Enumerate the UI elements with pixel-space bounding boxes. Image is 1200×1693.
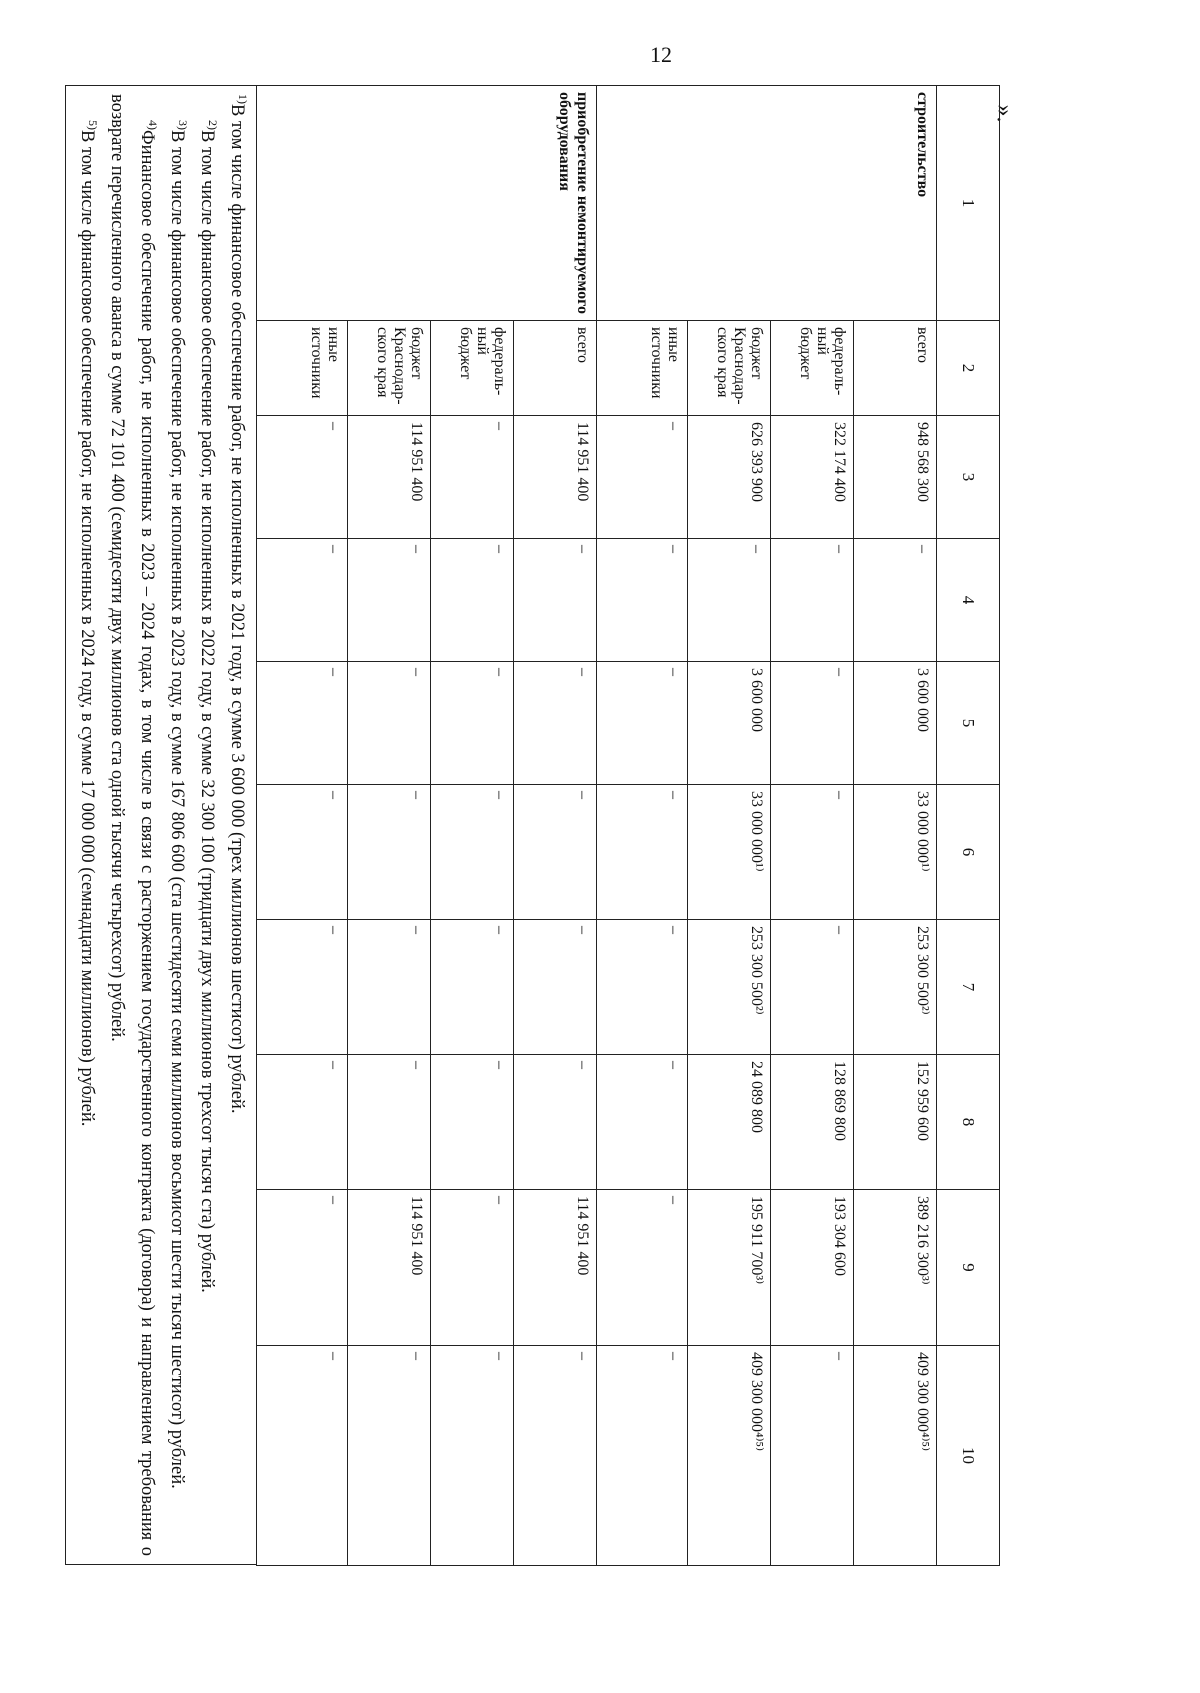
amount-cell: – <box>514 1055 597 1190</box>
footnote-5 <box>72 94 102 1556</box>
amount-cell: – <box>597 662 688 785</box>
amount-cell: – <box>348 785 431 920</box>
amount-cell: 389 216 300³⁾ <box>854 1190 937 1346</box>
amount-cell: – <box>348 1346 431 1566</box>
amount-cell: – <box>257 662 348 785</box>
funding-source-cell: иные источники <box>597 321 688 416</box>
footnote-marker: 2) <box>206 120 221 130</box>
table-row <box>514 86 597 1566</box>
amount-cell: – <box>257 785 348 920</box>
amount-cell: – <box>431 785 514 920</box>
amount-cell: – <box>431 1346 514 1566</box>
column-header-3: 3 <box>937 416 1000 539</box>
amount-cell: – <box>348 920 431 1055</box>
amount-cell: – <box>854 539 937 662</box>
footnote-1 <box>222 94 252 1556</box>
table-rotator <box>77 85 1000 1565</box>
amount-cell: 253 300 500²⁾ <box>688 920 771 1055</box>
amount-cell: – <box>597 920 688 1055</box>
column-header-10: 10 <box>937 1346 1000 1566</box>
amount-cell: – <box>257 416 348 539</box>
amount-cell: – <box>597 539 688 662</box>
footnote-2 <box>192 94 222 1556</box>
amount-cell: – <box>257 1055 348 1190</box>
expense-category-label: приобретение немонтируемого оборудования <box>257 86 597 321</box>
amount-cell: – <box>514 785 597 920</box>
amount-cell: 114 951 400 <box>514 1190 597 1346</box>
footnote-text: В том числе финансовое обеспечение работ, не исполненных в 2021 году, в сумме 3 600 000 (трех миллионов шестисот) рублей. <box>227 104 247 1114</box>
column-header-5: 5 <box>937 662 1000 785</box>
amount-cell: – <box>597 785 688 920</box>
amount-cell: – <box>257 920 348 1055</box>
amount-cell: 948 568 300 <box>854 416 937 539</box>
amount-cell: – <box>431 1055 514 1190</box>
amount-cell: 152 959 600 <box>854 1055 937 1190</box>
column-header-7: 7 <box>937 920 1000 1055</box>
amount-cell: 114 951 400 <box>348 1190 431 1346</box>
amount-cell: – <box>257 1190 348 1346</box>
footnote-marker: 4) <box>146 120 161 130</box>
funding-source-cell: всего <box>854 321 937 416</box>
column-header-4: 4 <box>937 539 1000 662</box>
footnote-text: В том числе финансовое обеспечение работ, не исполненных в 2022 году, в сумме 32 300 100 (тридцати двух миллионов трехсот тысяч ста) рублей. <box>197 130 217 1293</box>
amount-cell: – <box>771 539 854 662</box>
amount-cell: – <box>514 1346 597 1566</box>
table-row <box>854 86 937 1566</box>
rotated-table-sheet <box>77 85 1000 1565</box>
column-header-9: 9 <box>937 1190 1000 1346</box>
footnote-4 <box>102 94 162 1556</box>
footnote-3 <box>162 94 192 1556</box>
column-header-8: 8 <box>937 1055 1000 1190</box>
expense-category-label: строительство <box>597 86 937 321</box>
amount-cell: 114 951 400 <box>348 416 431 539</box>
amount-cell: 33 000 000¹⁾ <box>688 785 771 920</box>
amount-cell: 193 304 600 <box>771 1190 854 1346</box>
amount-cell: 253 300 500²⁾ <box>854 920 937 1055</box>
amount-cell: 409 300 000⁴⁾⁵⁾ <box>854 1346 937 1566</box>
footnote-marker: 5) <box>86 120 101 130</box>
footnote-text: В том числе финансовое обеспечение работ, не исполненных в 2023 году, в сумме 167 806 600 (ста шестидесяти семи миллионов восьмисот шести тысяч шестисот) рублей. <box>167 130 187 1489</box>
amount-cell: – <box>514 920 597 1055</box>
amount-cell: – <box>597 1346 688 1566</box>
amount-cell: 626 393 900 <box>688 416 771 539</box>
amount-cell: – <box>771 1346 854 1566</box>
closing-quote-mark: ». <box>991 104 1018 123</box>
amount-cell: – <box>431 539 514 662</box>
column-header-1: 1 <box>937 86 1000 321</box>
amount-cell: – <box>771 920 854 1055</box>
amount-cell: – <box>257 539 348 662</box>
funding-source-cell: бюджет Краснодар-ского края <box>688 321 771 416</box>
footnote-text: Финансовое обеспечение работ, не исполненных в 2023 – 2024 годах, в том числе в связи с расторжением государственного контракта (договора) и направлением требования о возврате перечисленного аванса в сумме 72 101 400 (семидесяти двух миллионов ста одной тысячи четырехсот) рублей. <box>107 94 157 1556</box>
footnote-marker: 3) <box>176 120 191 130</box>
amount-cell: – <box>257 1346 348 1566</box>
amount-cell: 24 089 800 <box>688 1055 771 1190</box>
column-header-6: 6 <box>937 785 1000 920</box>
footnote-marker: 1) <box>236 94 251 104</box>
amount-cell: – <box>431 416 514 539</box>
amount-cell: – <box>771 662 854 785</box>
amount-cell: – <box>597 1190 688 1346</box>
amount-cell: – <box>514 662 597 785</box>
amount-cell: 33 000 000¹⁾ <box>854 785 937 920</box>
amount-cell: – <box>514 539 597 662</box>
amount-cell: – <box>597 1055 688 1190</box>
page-number: 12 <box>650 42 672 67</box>
footnotes-block <box>65 85 256 1565</box>
amount-cell: 114 951 400 <box>514 416 597 539</box>
funding-source-cell: федераль-ный бюджет <box>771 321 854 416</box>
amount-cell: – <box>688 539 771 662</box>
table-body <box>257 86 937 1566</box>
financing-table <box>256 85 1000 1566</box>
amount-cell: – <box>771 785 854 920</box>
amount-cell: – <box>348 1055 431 1190</box>
amount-cell: 128 869 800 <box>771 1055 854 1190</box>
funding-source-cell: иные источники <box>257 321 348 416</box>
amount-cell: 322 174 400 <box>771 416 854 539</box>
footnote-text: В том числе финансовое обеспечение работ, не исполненных в 2024 году, в сумме 17 000 000 (семнадцати миллионов) рублей. <box>77 130 97 1127</box>
column-header-2: 2 <box>937 321 1000 416</box>
amount-cell: 3 600 000 <box>854 662 937 785</box>
amount-cell: – <box>431 662 514 785</box>
amount-cell: – <box>597 416 688 539</box>
header-row <box>937 86 1000 1566</box>
amount-cell: – <box>348 539 431 662</box>
amount-cell: – <box>348 662 431 785</box>
amount-cell: 409 300 000⁴⁾⁵⁾ <box>688 1346 771 1566</box>
funding-source-cell: бюджет Краснодар-ского края <box>348 321 431 416</box>
amount-cell: – <box>431 920 514 1055</box>
amount-cell: – <box>431 1190 514 1346</box>
funding-source-cell: всего <box>514 321 597 416</box>
amount-cell: 3 600 000 <box>688 662 771 785</box>
amount-cell: 195 911 700³⁾ <box>688 1190 771 1346</box>
funding-source-cell: федераль-ный бюджет <box>431 321 514 416</box>
